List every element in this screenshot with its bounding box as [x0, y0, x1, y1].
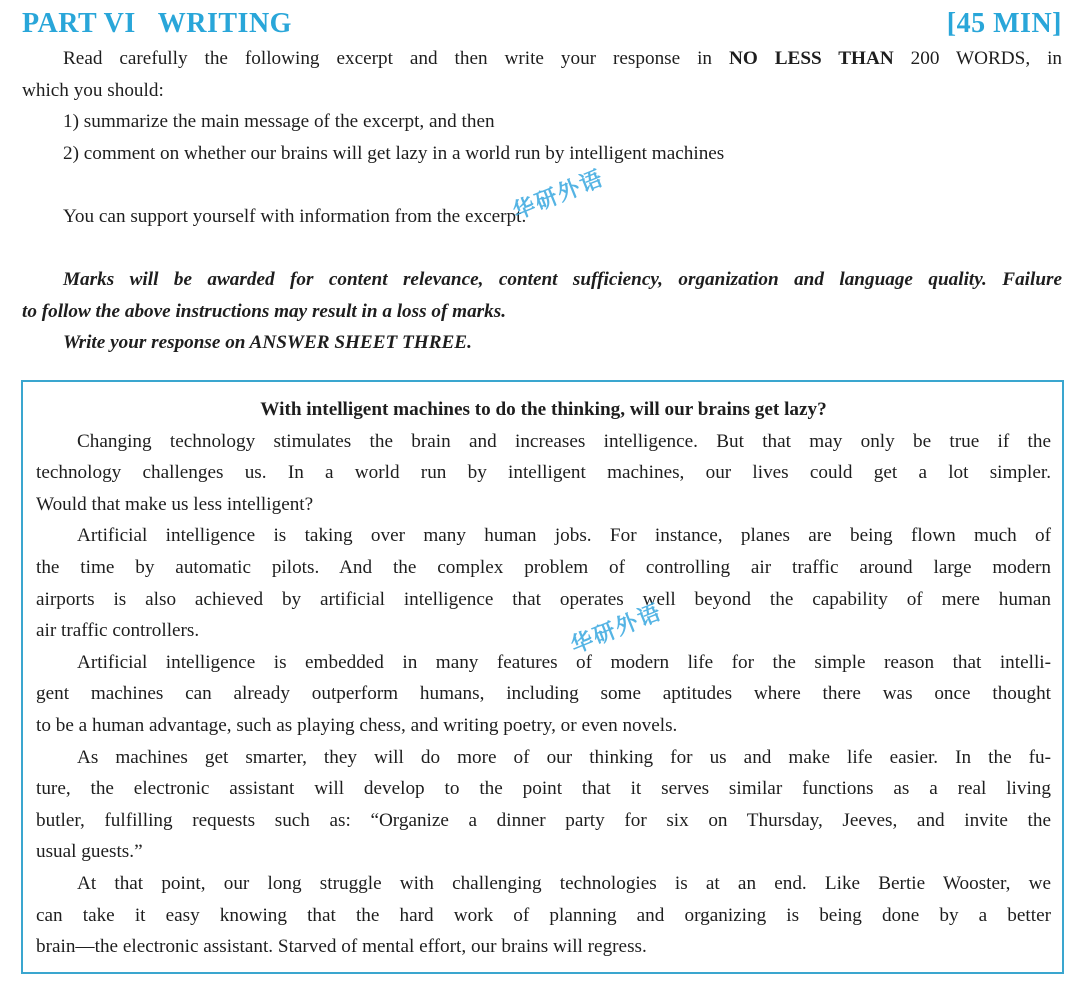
instructions-intro-line2: which you should:: [22, 79, 164, 101]
watermark-2: 华研外语: [567, 599, 666, 659]
excerpt-line: the time by automatic pilots. And the complex problem of controlling air traffic around large modern: [36, 556, 1051, 578]
excerpt-line: butler, fulfilling requests such as: “Organize a dinner party for six on Thursday, Jeeves, and invite the: [36, 809, 1051, 831]
excerpt-line: ture, the electronic assistant will develop to the point that it serves similar functions as a real living: [36, 778, 1051, 800]
excerpt-line: Artificial intelligence is embedded in many features of modern life for the simple reason that intelli-: [77, 651, 1051, 673]
instructions-intro-line1: Read carefully the following excerpt and then write your response in NO LESS THAN 200 WORDS, in: [63, 48, 1063, 69]
excerpt-line: air traffic controllers.: [36, 620, 200, 642]
excerpt-line: gent machines can already outperform humans, including some aptitudes where there was once thought: [36, 683, 1051, 705]
word-limit: NO LESS THAN: [728, 48, 894, 69]
excerpt-line: brain—the electronic assistant. Starved of mental effort, our brains will regress.: [36, 936, 647, 958]
part-label: PART VI: [22, 8, 136, 39]
section-title: [22, 8, 314, 40]
watermark-1: 华研外语: [509, 165, 608, 225]
excerpt-line: usual guests.”: [36, 841, 143, 863]
excerpt-line: As machines get smarter, they will do more of our thinking for us and make life easier. In the fu-: [77, 746, 1051, 768]
marks-note-line1: Marks will be awarded for content relevance, content sufficiency, organization and language quality. Failure: [63, 269, 1062, 291]
excerpt-content: [36, 394, 1051, 963]
excerpt-line: Artificial intelligence is taking over many human jobs. For instance, planes are being flown much of: [77, 525, 1051, 547]
time-limit: [45 MIN]: [946, 8, 1062, 39]
task-item-2: 2) comment on whether our brains will get lazy in a world run by intelligent machines: [63, 142, 725, 164]
excerpt-line: airports is also achieved by artificial intelligence that operates well beyond the capability of mere human: [36, 588, 1051, 610]
answer-sheet-note: Write your response on ANSWER SHEET THREE.: [63, 332, 472, 354]
excerpt-line: to be a human advantage, such as playing chess, and writing poetry, or even novels.: [36, 714, 678, 736]
support-note: You can support yourself with information from the excerpt.: [63, 205, 527, 227]
excerpt-box: [21, 380, 1064, 974]
task-item-1: 1) summarize the main message of the excerpt, and then: [63, 111, 495, 133]
section-name: WRITING: [157, 8, 292, 39]
excerpt-line: Changing technology stimulates the brain and increases intelligence. But that may only be true if the: [77, 430, 1051, 452]
excerpt-title: With intelligent machines to do the thinking, will our brains get lazy?: [260, 399, 827, 420]
marks-note-line2: to follow the above instructions may result in a loss of marks.: [22, 300, 507, 322]
excerpt-line: At that point, our long struggle with challenging technologies is at an end. Like Bertie Wooster, we: [77, 872, 1051, 894]
excerpt-line: Would that make us less intelligent?: [36, 493, 314, 515]
excerpt-line: can take it easy knowing that the hard work of planning and organizing is being done by a better: [36, 904, 1051, 926]
excerpt-line: technology challenges us. In a world run by intelligent machines, our lives could get a lot simpler.: [36, 462, 1051, 484]
section-header: [22, 4, 1062, 44]
